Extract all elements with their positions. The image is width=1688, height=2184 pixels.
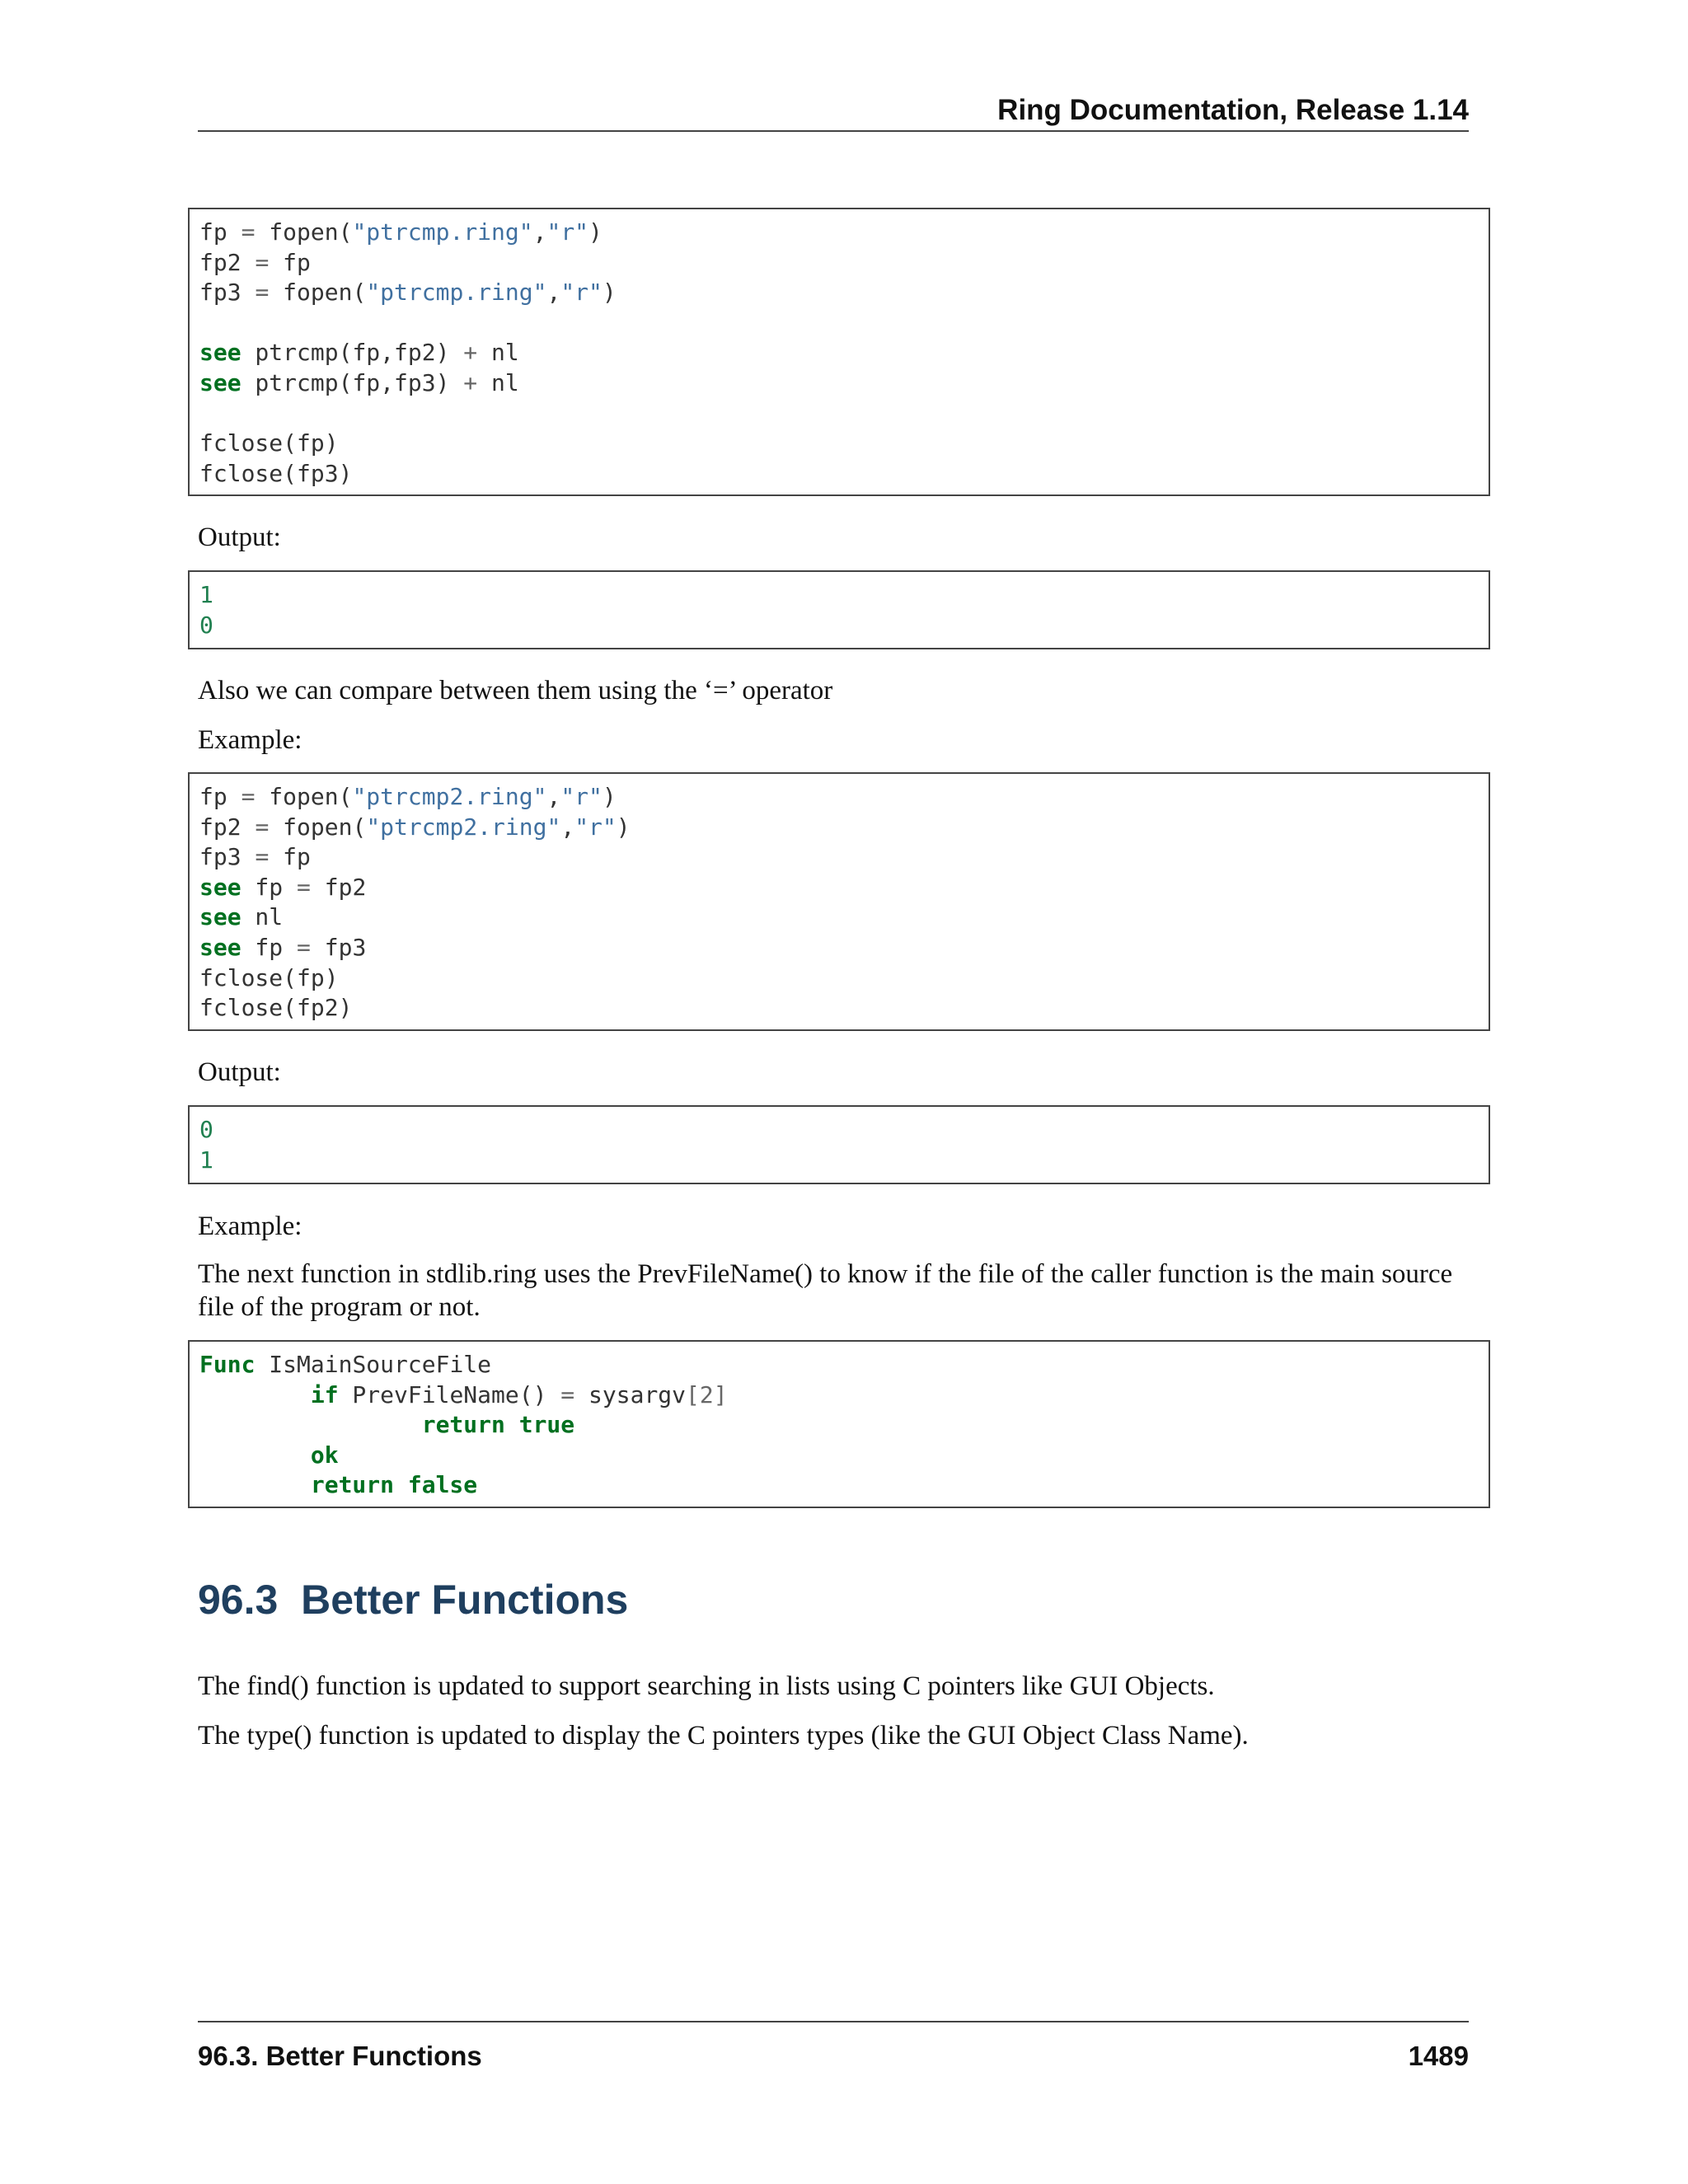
code-block-compare — [188, 772, 1490, 1031]
code-token: ptrcmp(fp,fp2) — [241, 339, 464, 367]
code-line — [199, 308, 1489, 339]
code-token: ptrcmp(fp,fp3) — [241, 368, 464, 396]
document-title: Ring Documentation, Release 1.14 — [997, 94, 1469, 126]
running-footer — [198, 2021, 1469, 2072]
code-token — [199, 1441, 311, 1469]
code-token: fp — [241, 933, 298, 961]
code-line — [199, 963, 1489, 994]
code-line — [199, 1115, 1489, 1146]
code-token — [199, 1411, 422, 1438]
code-token: "r" — [560, 279, 603, 307]
code-token: fclose(fp3) — [199, 459, 353, 487]
code-token: , — [546, 279, 561, 307]
prevfilename-paragraph: The next function in stdlib.ring uses the PrevFileName() to know if the file of the caller function is the main source file of the program or not. — [198, 1259, 1453, 1322]
code-token: ) — [616, 813, 631, 841]
code-listing — [199, 782, 1489, 1024]
code-token: , — [546, 783, 561, 810]
code-token: nl — [477, 339, 519, 367]
code-listing — [199, 1350, 1489, 1501]
code-line — [199, 1470, 1489, 1501]
code-token: fp3 — [310, 933, 367, 961]
code-token: "r" — [574, 813, 617, 841]
code-token: = — [241, 218, 256, 246]
code-token: fp — [199, 218, 241, 246]
code-token: nl — [477, 368, 519, 396]
code-token: fp3 — [199, 843, 256, 871]
code-token: "ptrcmp.ring" — [352, 218, 533, 246]
code-line — [199, 782, 1489, 813]
code-line — [199, 1410, 1489, 1441]
code-line — [199, 368, 1489, 399]
compare-paragraph: Also we can compare between them using the ‘=’ operator — [198, 676, 833, 705]
code-token: 1 — [199, 581, 213, 608]
code-token: see — [199, 933, 241, 961]
code-token: ) — [602, 783, 617, 810]
code-token: = — [255, 279, 270, 307]
running-header — [198, 91, 1469, 132]
code-line — [199, 842, 1489, 873]
code-token: + — [463, 368, 478, 396]
code-token: fp — [199, 783, 241, 810]
code-token: = — [297, 933, 311, 961]
code-token: see — [199, 339, 241, 367]
code-token: = — [560, 1380, 575, 1408]
code-token: ok — [310, 1441, 339, 1469]
section-title: Better Functions — [301, 1577, 629, 1623]
code-line — [199, 278, 1489, 308]
code-line — [199, 1350, 1489, 1380]
code-block-ismainsourcefile — [188, 1340, 1490, 1508]
output-listing — [199, 1115, 1489, 1175]
code-line — [199, 429, 1489, 459]
code-token: = — [255, 843, 270, 871]
code-token: see — [199, 903, 241, 931]
code-token: = — [255, 813, 270, 841]
code-line — [199, 1380, 1489, 1411]
output-label: Output: — [198, 1057, 281, 1087]
code-token: fp2 — [199, 813, 256, 841]
code-token: nl — [241, 903, 284, 931]
code-token: "r" — [546, 218, 589, 246]
output-listing — [199, 580, 1489, 640]
code-token: , — [560, 813, 575, 841]
code-token: if — [310, 1380, 339, 1408]
code-token: 0 — [199, 611, 213, 639]
type-paragraph: The type() function is updated to display the C pointers types (like the GUI Object Class Name). — [198, 1721, 1249, 1750]
code-token: , — [532, 218, 547, 246]
code-line — [199, 902, 1489, 933]
code-line — [199, 459, 1489, 490]
code-token: = — [241, 783, 256, 810]
code-token: "ptrcmp.ring" — [366, 279, 547, 307]
section-heading — [198, 1576, 628, 1624]
code-token: fp — [241, 873, 298, 901]
output-label: Output: — [198, 523, 281, 552]
code-token: fp2 — [199, 248, 256, 276]
code-token: PrevFileName() — [338, 1380, 561, 1408]
output-block-ptrcmp — [188, 570, 1490, 649]
footer-section-title: 96.3. Better Functions — [198, 2041, 482, 2071]
code-block-ptrcmp — [188, 208, 1490, 496]
code-line — [199, 218, 1489, 248]
code-token: fclose(fp) — [199, 963, 339, 991]
code-line — [199, 1441, 1489, 1471]
code-token: fclose(fp2) — [199, 994, 353, 1022]
code-token: + — [463, 339, 478, 367]
code-token: return true — [421, 1411, 575, 1439]
example-label: Example: — [198, 725, 302, 755]
section-number: 96.3 — [198, 1577, 279, 1623]
code-token: ) — [602, 279, 617, 307]
code-line — [199, 1146, 1489, 1176]
code-token: sysargv — [574, 1380, 687, 1408]
code-token: fp — [269, 843, 311, 871]
code-token: fp2 — [310, 873, 367, 901]
find-paragraph: The find() function is updated to support searching in lists using C pointers like GUI Objects. — [198, 1671, 1215, 1701]
code-token: fopen( — [269, 813, 367, 841]
code-token: see — [199, 368, 241, 396]
code-token — [199, 1381, 311, 1408]
code-line — [199, 993, 1489, 1024]
code-token — [199, 1471, 311, 1498]
code-token: fopen( — [255, 218, 353, 246]
code-line — [199, 580, 1489, 611]
code-line — [199, 399, 1489, 429]
code-token: Func — [199, 1351, 256, 1378]
code-token: see — [199, 873, 241, 901]
code-token: "ptrcmp2.ring" — [352, 783, 547, 810]
code-token: [2] — [686, 1380, 728, 1408]
code-line — [199, 813, 1489, 843]
code-token: 0 — [199, 1116, 213, 1143]
code-line — [199, 873, 1489, 903]
code-token: fclose(fp) — [199, 429, 339, 457]
code-token: = — [297, 873, 311, 901]
code-token: fp3 — [199, 279, 256, 307]
code-line — [199, 611, 1489, 641]
code-token: = — [255, 248, 270, 276]
code-line — [199, 248, 1489, 279]
code-token: return false — [310, 1471, 478, 1499]
code-token: "ptrcmp2.ring" — [366, 813, 561, 841]
code-token: ) — [588, 218, 603, 246]
code-token: IsMainSourceFile — [255, 1351, 492, 1378]
page-number: 1489 — [1408, 2041, 1469, 2071]
code-listing — [199, 218, 1489, 489]
code-token: fp — [269, 248, 311, 276]
code-token: fopen( — [269, 279, 367, 307]
code-line — [199, 933, 1489, 963]
output-block-compare — [188, 1105, 1490, 1184]
code-token: fopen( — [255, 783, 353, 810]
code-line — [199, 338, 1489, 368]
code-token: 1 — [199, 1146, 213, 1174]
example-label: Example: — [198, 1212, 302, 1241]
code-token: "r" — [560, 783, 603, 810]
